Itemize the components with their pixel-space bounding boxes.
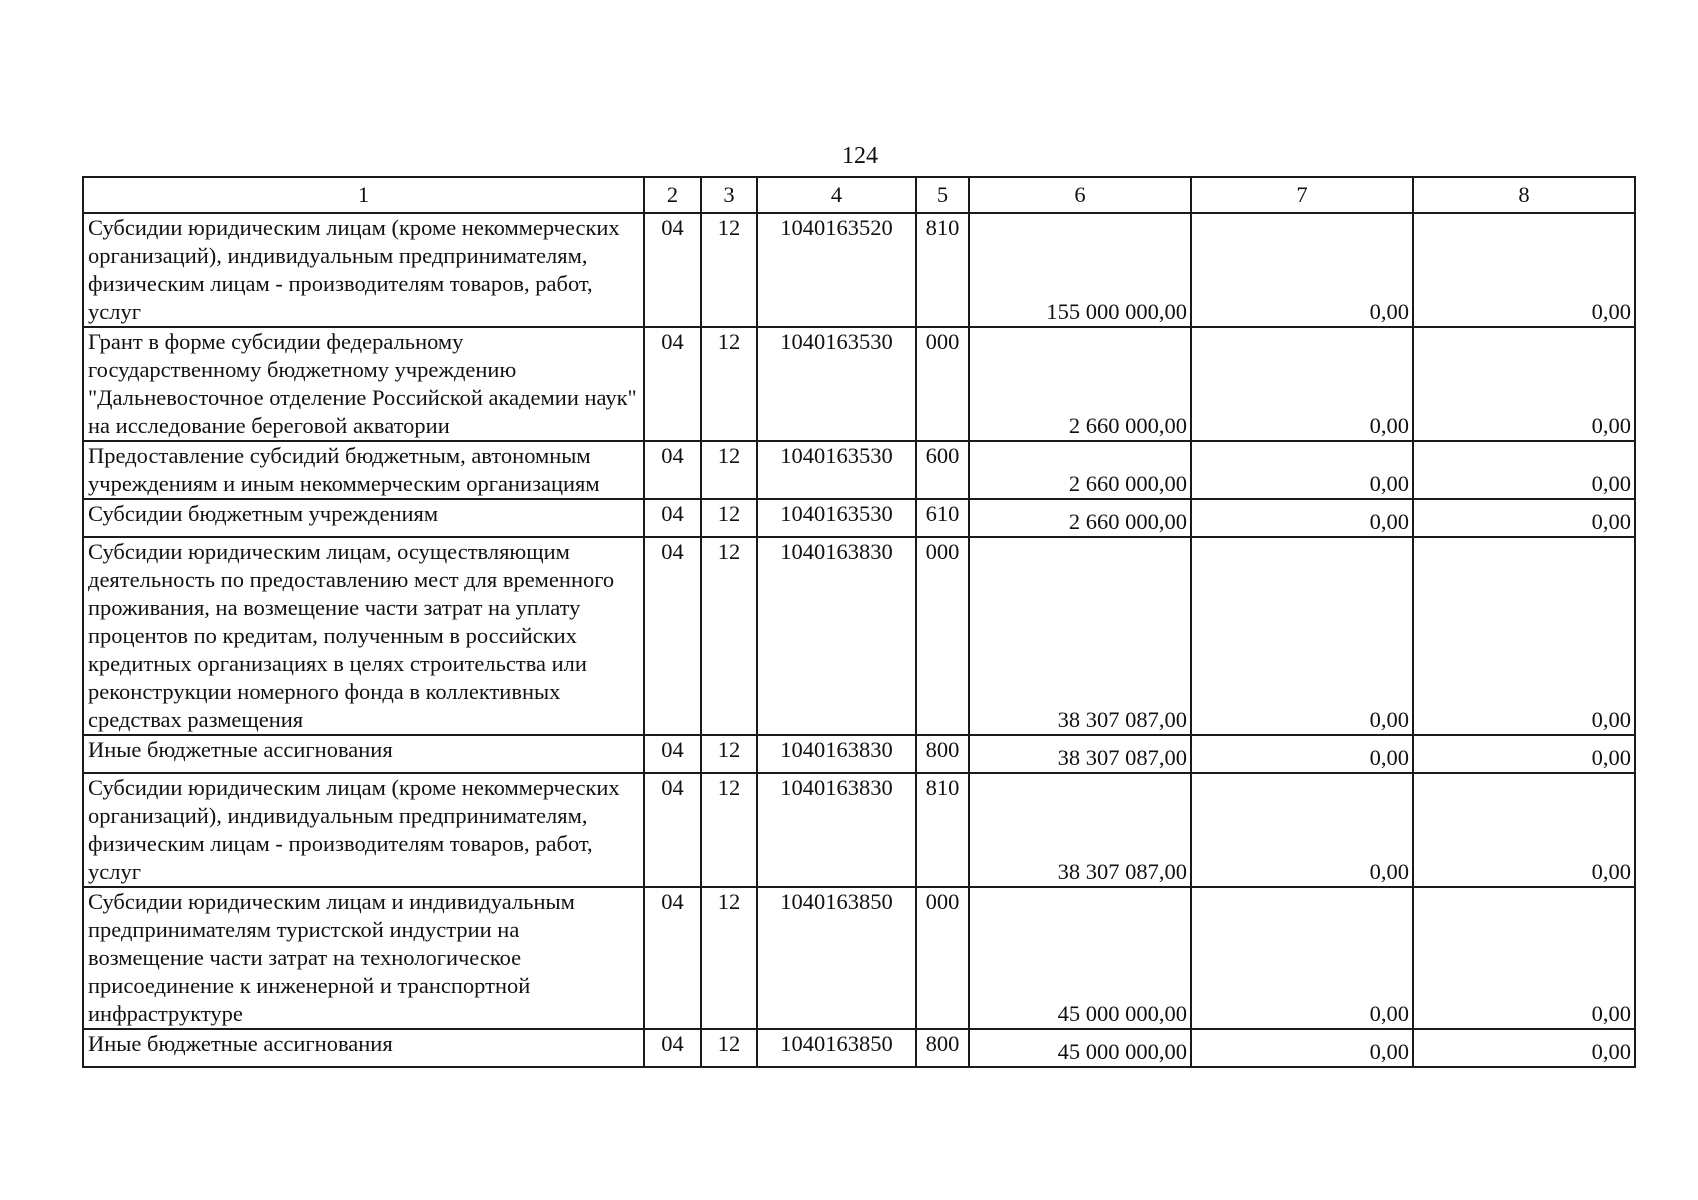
header-cell: 7 (1191, 177, 1413, 213)
target-article-code: 1040163850 (757, 1029, 916, 1067)
subsection-code: 12 (701, 887, 757, 1029)
section-code: 04 (644, 441, 701, 499)
target-article-code: 1040163830 (757, 735, 916, 773)
amount-col-7: 0,00 (1191, 499, 1413, 537)
subsection-code: 12 (701, 327, 757, 441)
amount-col-6: 45 000 000,00 (969, 1029, 1191, 1067)
table-row (83, 887, 1635, 1029)
target-article-code: 1040163530 (757, 441, 916, 499)
amount-col-6: 38 307 087,00 (969, 773, 1191, 887)
page-number: 124 (842, 143, 878, 169)
expense-type-code: 810 (916, 213, 969, 327)
row-name: Иные бюджетные ассигнования (83, 735, 644, 773)
table-row (83, 537, 1635, 735)
expense-type-code: 800 (916, 1029, 969, 1067)
budget-table (82, 176, 1636, 1068)
amount-col-7: 0,00 (1191, 537, 1413, 735)
section-code: 04 (644, 537, 701, 735)
amount-col-7: 0,00 (1191, 735, 1413, 773)
expense-type-code: 000 (916, 537, 969, 735)
table-row (83, 499, 1635, 537)
amount-col-6: 2 660 000,00 (969, 499, 1191, 537)
amount-col-7: 0,00 (1191, 773, 1413, 887)
amount-col-7: 0,00 (1191, 1029, 1413, 1067)
amount-col-8: 0,00 (1413, 887, 1635, 1029)
target-article-code: 1040163850 (757, 887, 916, 1029)
subsection-code: 12 (701, 1029, 757, 1067)
amount-col-8: 0,00 (1413, 1029, 1635, 1067)
amount-col-7: 0,00 (1191, 213, 1413, 327)
amount-col-6: 2 660 000,00 (969, 441, 1191, 499)
header-cell: 3 (701, 177, 757, 213)
amount-col-6: 155 000 000,00 (969, 213, 1191, 327)
header-cell: 5 (916, 177, 969, 213)
expense-type-code: 600 (916, 441, 969, 499)
subsection-code: 12 (701, 499, 757, 537)
table-row (83, 327, 1635, 441)
row-name: Субсидии юридическим лицам, осуществляющим деятельность по предоставлению мест для временного проживания, на возмещение части затрат на уплату процентов по кредитам, полученным в российских кредитных организациях в целях строительства или реконструкции номерного фонда в коллективных средствах размещения (83, 537, 644, 735)
expense-type-code: 800 (916, 735, 969, 773)
table-row (83, 735, 1635, 773)
header-cell: 6 (969, 177, 1191, 213)
section-code: 04 (644, 1029, 701, 1067)
header-cell: 8 (1413, 177, 1635, 213)
section-code: 04 (644, 735, 701, 773)
table-header (83, 177, 1635, 213)
amount-col-7: 0,00 (1191, 887, 1413, 1029)
subsection-code: 12 (701, 213, 757, 327)
section-code: 04 (644, 327, 701, 441)
target-article-code: 1040163830 (757, 537, 916, 735)
amount-col-8: 0,00 (1413, 327, 1635, 441)
table-row (83, 441, 1635, 499)
row-name: Субсидии юридическим лицам (кроме некоммерческих организаций), индивидуальным предпринимателям, физическим лицам - производителям товаров, работ, услуг (83, 773, 644, 887)
expense-type-code: 810 (916, 773, 969, 887)
section-code: 04 (644, 773, 701, 887)
target-article-code: 1040163530 (757, 327, 916, 441)
table-body (83, 213, 1635, 1067)
amount-col-8: 0,00 (1413, 735, 1635, 773)
row-name: Иные бюджетные ассигнования (83, 1029, 644, 1067)
amount-col-7: 0,00 (1191, 441, 1413, 499)
section-code: 04 (644, 213, 701, 327)
amount-col-8: 0,00 (1413, 441, 1635, 499)
amount-col-6: 38 307 087,00 (969, 735, 1191, 773)
row-name: Субсидии юридическим лицам (кроме некоммерческих организаций), индивидуальным предпринимателям, физическим лицам - производителям товаров, работ, услуг (83, 213, 644, 327)
expense-type-code: 610 (916, 499, 969, 537)
target-article-code: 1040163520 (757, 213, 916, 327)
header-cell: 1 (83, 177, 644, 213)
subsection-code: 12 (701, 735, 757, 773)
amount-col-7: 0,00 (1191, 327, 1413, 441)
header-cell: 4 (757, 177, 916, 213)
table-row (83, 773, 1635, 887)
amount-col-6: 2 660 000,00 (969, 327, 1191, 441)
header-cell: 2 (644, 177, 701, 213)
amount-col-8: 0,00 (1413, 773, 1635, 887)
table-header-row (83, 177, 1635, 213)
amount-col-8: 0,00 (1413, 213, 1635, 327)
target-article-code: 1040163830 (757, 773, 916, 887)
row-name: Субсидии юридическим лицам и индивидуальным предпринимателям туристской индустрии на возмещение части затрат на технологическое присоединение к инженерной и транспортной инфраструктуре (83, 887, 644, 1029)
amount-col-8: 0,00 (1413, 537, 1635, 735)
section-code: 04 (644, 887, 701, 1029)
subsection-code: 12 (701, 773, 757, 887)
amount-col-8: 0,00 (1413, 499, 1635, 537)
subsection-code: 12 (701, 441, 757, 499)
amount-col-6: 38 307 087,00 (969, 537, 1191, 735)
expense-type-code: 000 (916, 887, 969, 1029)
row-name: Предоставление субсидий бюджетным, автономным учреждениям и иным некоммерческим организациям (83, 441, 644, 499)
target-article-code: 1040163530 (757, 499, 916, 537)
amount-col-6: 45 000 000,00 (969, 887, 1191, 1029)
row-name: Субсидии бюджетным учреждениям (83, 499, 644, 537)
table-row (83, 213, 1635, 327)
row-name: Грант в форме субсидии федеральному государственному бюджетному учреждению "Дальневосточное отделение Российской академии наук" на исследование береговой акватории (83, 327, 644, 441)
section-code: 04 (644, 499, 701, 537)
table-row (83, 1029, 1635, 1067)
expense-type-code: 000 (916, 327, 969, 441)
subsection-code: 12 (701, 537, 757, 735)
